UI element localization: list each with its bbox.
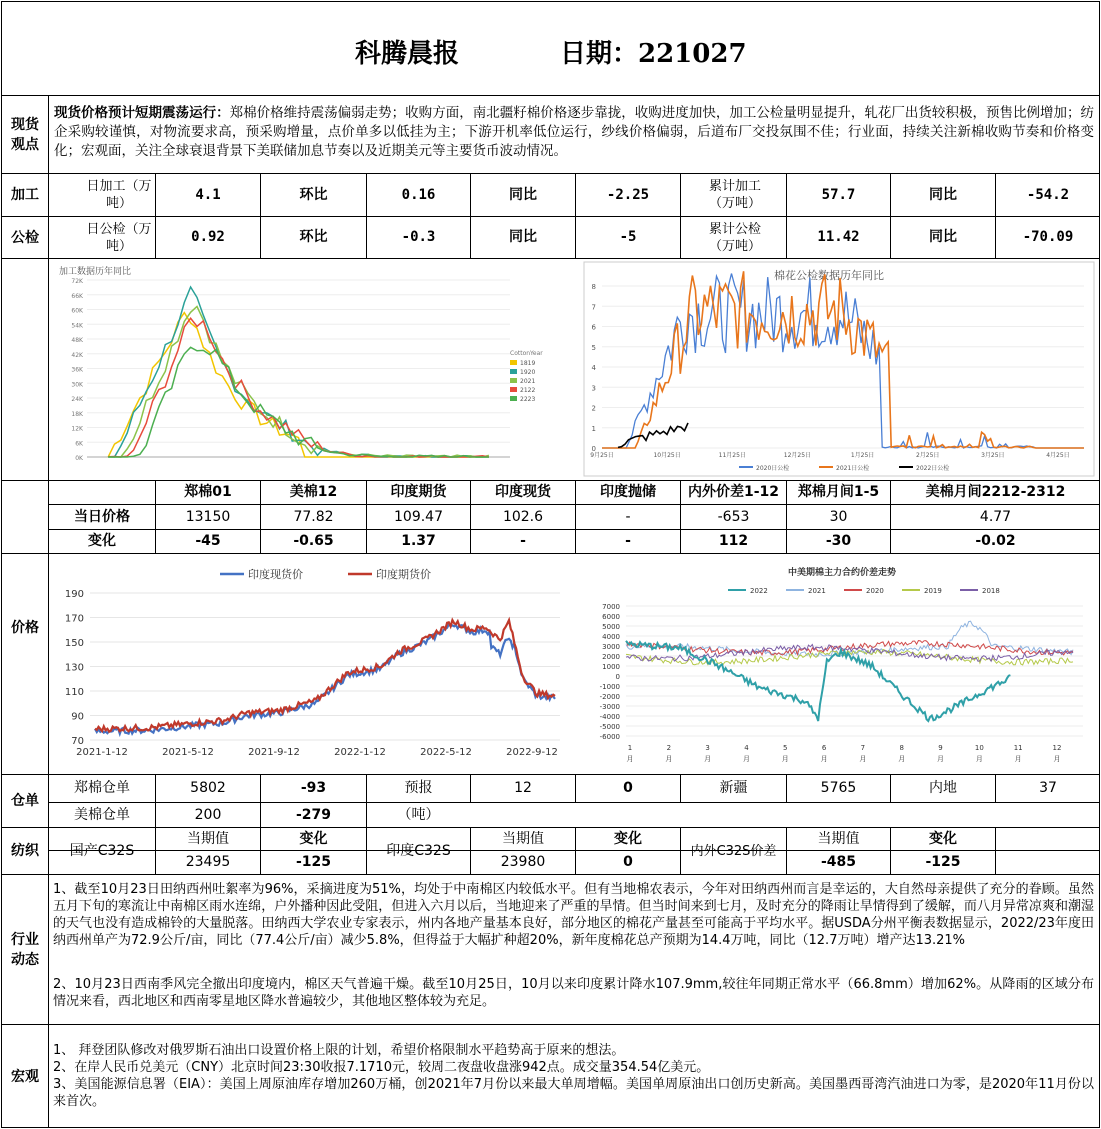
- chart3-y-tick: 170: [64, 613, 84, 625]
- c32s-diff-change: -125: [925, 854, 961, 870]
- price-col-header: 美棉月间2212-2312: [925, 484, 1066, 500]
- processing-daily-label: 日加工（万吨）: [86, 179, 152, 211]
- chart3-series: [95, 620, 555, 734]
- chart4-x-tick-unit: 月: [742, 755, 750, 763]
- chart1-y-tick: 18K: [71, 410, 83, 418]
- c32s-diff-value: -485: [820, 854, 857, 870]
- chart3-legend: [220, 567, 431, 581]
- price-col-header: 内外价差1-12: [687, 484, 780, 500]
- chart2-y-tick: 5: [591, 343, 596, 352]
- chart4-gridlines: [600, 603, 1083, 763]
- chart1-y-tick: 30K: [71, 381, 83, 389]
- chart2-y-tick: 7: [591, 303, 596, 312]
- chart1-series-line-2021: [108, 307, 489, 458]
- macro-news-1: 1、 拜登团队修改对俄罗斯石油出口设置价格上限的计划，希望价格限制水平趋势高于原来的想法。: [53, 1043, 625, 1058]
- report-title: 科腾晨报: [355, 39, 460, 69]
- zc-warehouse-value: 5802: [190, 780, 226, 796]
- xinjiang-value: 5765: [820, 780, 857, 796]
- chart4-x-tick-num: 12: [1052, 744, 1062, 752]
- chart2-x-tick: 1月25日: [850, 452, 875, 459]
- chart1-legend-swatch: [510, 396, 517, 401]
- chart4-y-tick: -4000: [599, 713, 620, 721]
- chart3-x-tick: 2022-9-12: [506, 747, 558, 758]
- chart4-y-tick: -6000: [599, 733, 620, 741]
- processing-hb-label: 环比: [299, 186, 328, 203]
- section-spot: 现货观点: [11, 116, 39, 153]
- price-current-cell: 102.6: [502, 508, 544, 525]
- forecast-change: 0: [623, 780, 633, 796]
- inland-value: 37: [1039, 780, 1057, 796]
- chart4-y-tick: -2000: [599, 693, 620, 701]
- processing-tb-label: 同比: [509, 186, 537, 203]
- chart1-y-tick: 42K: [71, 351, 83, 359]
- chart4-x-tick-unit: 月: [820, 755, 828, 763]
- inspection-tb-label: 同比: [509, 229, 537, 245]
- inspection-cum-label: 累计公检（万吨）: [708, 221, 761, 254]
- chart2-legend-label: 2020日公检: [756, 465, 790, 472]
- chart4-x-tick-num: 7: [860, 744, 866, 752]
- us-warehouse-value: 200: [194, 806, 222, 823]
- chart1-y-tick: 0K: [75, 455, 83, 462]
- price-change-cell: 1.37: [401, 533, 436, 549]
- chart4-title: 中美期棉主力合约价差走势: [788, 568, 897, 578]
- processing-tb2-value: -54.2: [1026, 186, 1070, 203]
- chart1-y-ticks: [71, 278, 84, 462]
- india-price-chart: [55, 560, 565, 765]
- chart3-x-tick: 2022-5-12: [420, 747, 472, 758]
- chart4-y-tick: -3000: [599, 703, 620, 711]
- cn-c32s-label: 国产C32S: [69, 842, 135, 859]
- industry-news-1: 1、截至10月23日田纳西州吐絮率为96%，采摘进度为51%，均处于中南棉区内较低水平。但有当地棉农表示，今年对田纳西州而言是幸运的，大自然母亲提供了充分的眷顾。虽然五月下旬的寒流让中南棉区雨水连绵，户外播种因此受阻，但进入六月以后，当地迎来了严重的旱情。但当时间来到七月，及时充分的降雨让旱情得到了缓解，而八月异常凉爽和潮湿的天气也没有造成棉铃的大量脱落。田纳西大学农业专家表示，州内各地产量基本良好，部分地区的棉花产量甚至可能高于平均水平。据USDA分州平衡表数据显示，2022/23年度田纳西州单产为72.9公斤/亩，同比（77.4公斤/亩）减少5.8%，但得益于大幅扩种超20%，新年度棉花总产预期为14.4万吨，同比（12.7万吨）增产达13.21%: [53, 882, 1094, 948]
- chart1-legend-label: 2021: [520, 378, 536, 385]
- inspection-hb-label: 环比: [299, 229, 328, 245]
- chart4-x-tick-unit: 月: [975, 755, 983, 763]
- inspection-tb-value: -5: [619, 229, 637, 245]
- report-date: 日期：221027: [560, 39, 747, 69]
- chart4-x-tick-num: 1: [627, 744, 633, 752]
- inspection-tb2-label: 同比: [929, 229, 957, 245]
- chart2-title: 棉花公检数据历年同比: [774, 269, 884, 282]
- chart1-legend-label: 1819: [520, 360, 536, 367]
- price-col-header: 印度期货: [390, 484, 447, 500]
- chart1-legend-label: 2223: [520, 396, 536, 403]
- us-warehouse-label: 美棉仓单: [74, 806, 130, 823]
- price-col-header: 印度抛储: [600, 484, 656, 500]
- chart2-y-tick: 8: [591, 283, 596, 291]
- chart4-x-tick-unit: 月: [626, 755, 634, 763]
- chart3-y-tick: 90: [71, 711, 84, 723]
- chart1-legend-label: 1920: [520, 369, 536, 376]
- inspection-daily-label: 日公检（万吨）: [86, 221, 152, 254]
- chart3-x-tick: 2022-1-12: [334, 747, 386, 758]
- section-industry: 行业动态: [11, 931, 39, 968]
- price-change-cell: -: [520, 533, 526, 549]
- chart1-y-tick: 60K: [71, 307, 83, 315]
- chart4-x-tick-num: 8: [899, 744, 904, 752]
- price-col-header: 美棉12: [289, 484, 338, 500]
- price-row-label-current: 当日价格: [74, 508, 130, 525]
- chart4-y-tick: 5000: [602, 623, 620, 631]
- chart4-y-tick: 3000: [602, 643, 620, 651]
- chart1-legend-swatch: [510, 369, 517, 374]
- chart4-x-tick-num: 3: [705, 744, 710, 752]
- chart4-x-tick-num: 6: [821, 744, 827, 752]
- chart1-legend-swatch: [510, 387, 517, 392]
- chart4-x-tick-num: 5: [783, 744, 788, 752]
- inspection-history-chart: [584, 262, 1094, 476]
- chart1-y-tick: 36K: [71, 366, 83, 374]
- chart2-y-tick: 2: [591, 404, 596, 413]
- price-change-cell: -0.02: [975, 533, 1016, 549]
- chart4-x-tick-num: 4: [744, 744, 749, 752]
- chart4-x-tick-unit: 月: [781, 755, 789, 763]
- chart3-legend-label: 印度现货价: [248, 568, 303, 581]
- chart1-y-tick: 48K: [71, 337, 83, 344]
- cn-us-spread-chart: [588, 560, 1094, 768]
- chart2-legend: [739, 464, 949, 472]
- macro-news-2: 2、在岸人民币兑美元（CNY）北京时间23:30收报7.1710元，较周二夜盘收盘涨942点。成交量354.54亿美元。: [53, 1060, 710, 1075]
- chart1-y-tick: 6K: [75, 440, 83, 448]
- chart4-x-tick-unit: 月: [1053, 755, 1061, 763]
- in-c32s-current-label: 当期值: [502, 830, 544, 847]
- chart3-x-tick: 2021-1-12: [76, 747, 128, 758]
- chart2-x-tick: 11月25日: [718, 452, 746, 459]
- chart2-x-tick: 10月25日: [653, 452, 681, 459]
- chart3-series-印度期货价: [95, 620, 555, 732]
- macro-news-3: 3、美国能源信息署（EIA）：美国上周原油库存增加260万桶，创2021年7月份以来最大单周增幅。美国单周原油出口创历史新高。美国墨西哥湾汽油进口为零，是2020年11月份以来首次。: [53, 1077, 1094, 1109]
- zc-warehouse-label: 郑棉仓单: [74, 780, 130, 796]
- c32s-diff-current-label: 当期值: [817, 830, 860, 847]
- price-col-header: 郑棉01: [184, 484, 232, 500]
- chart2-y-tick: 0: [591, 445, 596, 453]
- price-row-label-change: 变化: [88, 533, 116, 549]
- price-change-cell: -0.65: [293, 533, 334, 549]
- chart3-y-tick: 150: [64, 638, 84, 649]
- chart3-gridlines: [65, 589, 560, 758]
- price-change-cell: 112: [718, 533, 749, 549]
- price-current-cell: 30: [829, 508, 848, 525]
- chart4-legend-label: 2019: [924, 587, 942, 595]
- price-current-cell: -: [625, 508, 631, 525]
- chart4-legend-label: 2022: [750, 587, 768, 595]
- chart3-y-tick: 110: [64, 687, 84, 698]
- chart4-x-tick-unit: 月: [704, 755, 712, 763]
- chart4-legend-label: 2021: [808, 587, 826, 595]
- inspection-hb-value: -0.3: [401, 229, 436, 245]
- section-yarn: 纺织: [11, 843, 39, 859]
- cn-c32s-change: -125: [295, 854, 332, 870]
- chart4-x-tick-unit: 月: [1014, 755, 1022, 763]
- chart4-y-tick: 0: [615, 673, 620, 681]
- chart2-y-tick: 4: [591, 364, 596, 372]
- in-c32s-change-label: 变化: [614, 830, 642, 847]
- chart1-legend-swatch: [510, 378, 517, 383]
- chart4-y-tick: 1000: [602, 663, 620, 671]
- inspection-daily-value: 0.92: [191, 229, 225, 245]
- cn-c32s-change-label: 变化: [299, 830, 328, 847]
- spot-view-text: [54, 104, 1094, 161]
- in-c32s-value: 23980: [500, 854, 546, 870]
- chart2-x-tick: 3月25日: [981, 452, 1005, 459]
- chart4-x-tick-unit: 月: [937, 755, 945, 763]
- cn-c32s-current-label: 当期值: [187, 830, 229, 847]
- forecast-label: 预报: [404, 780, 433, 796]
- processing-daily-value: 4.1: [195, 186, 221, 203]
- chart1-y-tick: 72K: [71, 278, 83, 285]
- inspection-cum-value: 11.42: [817, 229, 860, 245]
- chart4-legend-label: 2018: [982, 587, 1000, 595]
- chart3-x-tick: 2021-9-12: [248, 747, 300, 758]
- chart2-y-tick: 6: [591, 323, 596, 332]
- chart1-legend-swatch: [510, 360, 517, 365]
- chart3-series-印度现货价: [95, 625, 555, 734]
- chart4-y-tick: 2000: [602, 653, 620, 661]
- chart1-y-tick: 66K: [71, 292, 83, 300]
- section-warehouse: 仓单: [11, 793, 39, 809]
- chart4-y-tick: -1000: [599, 683, 620, 691]
- warehouse-unit: （吨）: [397, 806, 440, 823]
- zc-warehouse-change: -93: [300, 780, 327, 796]
- chart4-x-tick-unit: 月: [898, 755, 906, 763]
- c32s-diff-change-label: 变化: [929, 830, 957, 847]
- chart3-legend-label: 印度期货价: [376, 568, 431, 581]
- price-current-cell: 109.47: [394, 508, 443, 525]
- section-processing: 加工: [11, 187, 39, 203]
- section-macro: 宏观: [11, 1068, 39, 1085]
- chart2-legend-label: 2021日公检: [836, 465, 870, 472]
- chart4-x-tick-num: 2: [666, 744, 672, 752]
- section-inspection: 公检: [11, 229, 39, 246]
- chart2-x-tick: 12月25日: [783, 452, 812, 459]
- chart3-y-tick: 130: [64, 662, 84, 674]
- price-current-cell: 77.82: [293, 508, 334, 525]
- chart1-y-tick: 12K: [71, 425, 83, 433]
- processing-cum-value: 57.7: [821, 186, 856, 203]
- processing-hb-value: 0.16: [401, 186, 436, 203]
- price-col-header: 印度现货: [495, 484, 551, 500]
- price-current-cell: -653: [717, 508, 750, 525]
- price-col-header: 郑棉月间1-5: [797, 484, 880, 500]
- chart4-y-tick: -5000: [599, 723, 620, 731]
- chart3-y-tick: 190: [64, 589, 84, 600]
- chart2-x-tick: 4月25日: [1046, 452, 1070, 459]
- price-current-cell: 4.77: [979, 508, 1012, 525]
- processing-tb-value: -2.25: [606, 186, 650, 203]
- chart4-x-tick-num: 11: [1013, 744, 1023, 752]
- chart2-x-tick: 2月25日: [915, 452, 940, 459]
- industry-news-2: 2、10月23日西南季风完全撤出印度境内，棉区天气普遍干燥。截至10月25日，10月以来印度累计降水107.9mm,较往年同期正常水平（66.8mm）增加62%。从降雨的区域分布情况来看，西北地区和西南零星地区降水普遍较少，其他地区整体较为充足。: [53, 977, 1094, 1009]
- xinjiang-label: 新疆: [719, 780, 748, 796]
- chart2-y-tick: 1: [591, 424, 596, 433]
- chart3-y-tick: 70: [71, 736, 84, 747]
- chart2-legend-label: 2022日公检: [916, 465, 950, 472]
- in-c32s-label: 印度C32S: [386, 842, 451, 859]
- chart4-legend: [728, 587, 1000, 595]
- chart4-x-tick-unit: 月: [859, 755, 867, 763]
- chart4-y-tick: 6000: [602, 613, 620, 621]
- chart2-x-tick: 9月25日: [590, 452, 614, 459]
- chart4-y-tick: 7000: [602, 603, 620, 611]
- section-price: 价格: [11, 619, 39, 636]
- chart1-y-tick: 24K: [71, 396, 83, 403]
- forecast-value: 12: [514, 780, 532, 796]
- chart4-y-tick: 4000: [602, 633, 620, 641]
- processing-history-chart: [55, 262, 543, 474]
- c32s-diff-label: 内外C32S价差: [690, 843, 777, 859]
- processing-tb2-label: 同比: [929, 186, 957, 203]
- chart4-legend-label: 2020: [866, 587, 884, 595]
- us-warehouse-change: -279: [295, 806, 332, 823]
- chart1-legend-title: CottonYear: [510, 350, 543, 357]
- chart1-series: [108, 287, 489, 457]
- spot-view-body: 郑棉价格维持震荡偏弱走势；收购方面，南北疆籽棉价格逐步靠拢，收购进度加快，加工公检量明显提升，轧花厂出货较积极，预售比例增加；纺企采购较谨慎，对物流要求高，预采购增量，点价单多以低挂为主；下游开机率低位运行，纱线价格偏弱，后道布厂交投氛围不佳；行业面，持续关注新棉收购节奏和价格变化；宏观面，关注全球衰退背景下美联储加息节奏以及近期美元等主要货币波动情况。: [54, 105, 1095, 159]
- chart2-y-tick: 3: [591, 384, 596, 393]
- inland-label: 内地: [929, 780, 957, 796]
- cn-c32s-value: 23495: [185, 854, 231, 870]
- spot-view-headline: 现货价格预计短期震荡运行：: [54, 105, 230, 121]
- chart1-title: 加工数据历年同比: [59, 267, 132, 277]
- chart1-y-tick: 54K: [71, 322, 83, 330]
- processing-cum-label: 累计加工（万吨）: [708, 179, 761, 211]
- in-c32s-change: 0: [623, 854, 633, 870]
- price-change-cell: -30: [825, 533, 852, 549]
- inspection-tb2-value: -70.09: [1022, 229, 1074, 245]
- chart4-series-2022: [626, 641, 1010, 721]
- chart4-x-tick-num: 9: [938, 744, 943, 752]
- chart3-x-tick: 2021-5-12: [162, 747, 214, 758]
- price-current-cell: 13150: [185, 508, 231, 525]
- chart4-x-tick-unit: 月: [665, 755, 673, 763]
- chart4-x-tick-num: 10: [974, 744, 984, 752]
- price-change-cell: -: [625, 533, 631, 549]
- price-change-cell: -45: [195, 533, 221, 549]
- chart1-legend-label: 2122: [520, 387, 536, 394]
